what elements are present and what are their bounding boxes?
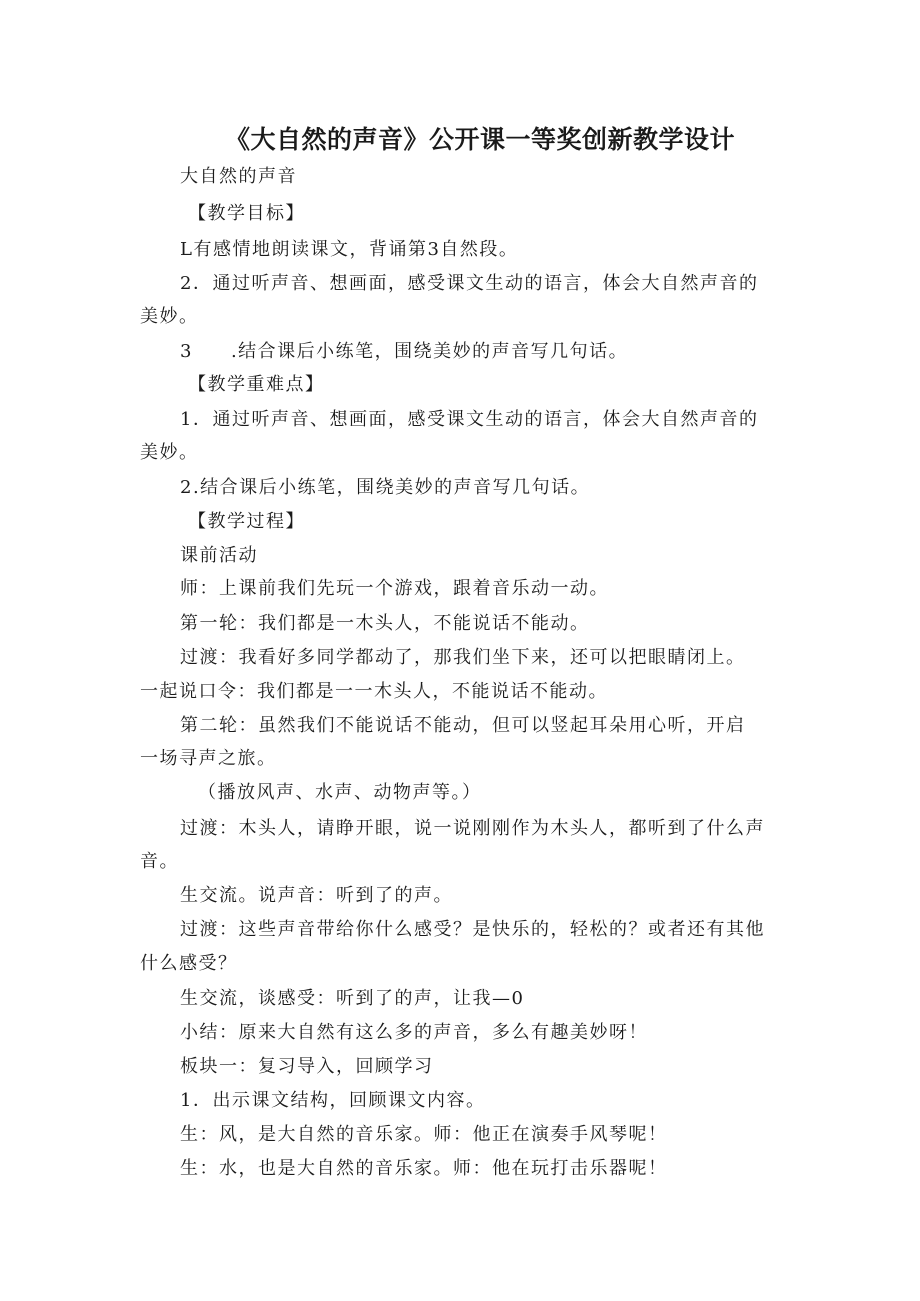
key-point-2: 2.结合课后小练笔，围绕美妙的声音写几句话。 bbox=[180, 477, 591, 498]
paragraph: 一起说口令：我们都是一一木头人，不能说话不能动。 bbox=[140, 681, 608, 702]
section-heading-goals: 【教学目标】 bbox=[188, 203, 305, 224]
paragraph: 课前活动 bbox=[180, 545, 258, 566]
paragraph: 音。 bbox=[140, 851, 179, 872]
paragraph: （播放风声、水声、动物声等。） bbox=[198, 782, 482, 803]
paragraph: 1．出示课文结构，回顾课文内容。 bbox=[180, 1090, 486, 1111]
paragraph: 第一轮：我们都是一木头人，不能说话不能动。 bbox=[180, 613, 590, 634]
subtitle: 大自然的声音 bbox=[180, 166, 297, 187]
goal-2: 2．通过听声音、想画面，感受课文生动的语言，体会大自然声音的 bbox=[180, 273, 759, 294]
paragraph: 师：上课前我们先玩一个游戏，跟着音乐动一动。 bbox=[180, 578, 609, 599]
goal-3-text: .结合课后小练笔，围绕美妙的声音写几句话。 bbox=[230, 341, 629, 362]
goal-3 bbox=[180, 340, 830, 364]
paragraph: 生交流，谈感受：听到了的声，让我—0 bbox=[180, 988, 525, 1009]
goal-3-number: 3 bbox=[180, 341, 193, 362]
goal-1: L有感情地朗读课文，背诵第3自然段。 bbox=[180, 239, 519, 260]
paragraph: 生：水，也是大自然的音乐家。师：他在玩打击乐器呢！ bbox=[180, 1158, 668, 1179]
paragraph: 过渡：我看好多同学都动了，那我们坐下来，还可以把眼睛闭上。 bbox=[180, 647, 746, 668]
paragraph: 小结：原来大自然有这么多的声音，多么有趣美妙呀！ bbox=[180, 1022, 648, 1043]
paragraph: 生：风，是大自然的音乐家。师：他正在演奏手风琴呢！ bbox=[180, 1124, 668, 1145]
paragraph: 过渡：这些声音带给你什么感受？是快乐的，轻松的？或者还有其他 bbox=[180, 919, 765, 940]
paragraph: 生交流。说声音：听到了的声。 bbox=[180, 885, 453, 906]
section-heading-process: 【教学过程】 bbox=[188, 511, 305, 532]
paragraph: 一场寻声之旅。 bbox=[140, 748, 277, 769]
key-point-1-continued: 美妙。 bbox=[140, 442, 199, 463]
goal-2-continued: 美妙。 bbox=[140, 306, 199, 327]
paragraph: 什么感受？ bbox=[140, 953, 238, 974]
section-heading-key-points: 【教学重难点】 bbox=[188, 374, 325, 395]
paragraph: 第二轮：虽然我们不能说话不能动，但可以竖起耳朵用心听，开启 bbox=[180, 715, 746, 736]
key-point-1: 1．通过听声音、想画面，感受课文生动的语言，体会大自然声音的 bbox=[180, 409, 759, 430]
paragraph: 板块一：复习导入，回顾学习 bbox=[180, 1056, 434, 1077]
document-title: 《大自然的声音》公开课一等奖创新教学设计 bbox=[224, 125, 735, 154]
paragraph: 过渡：木头人，请睁开眼，说一说刚刚作为木头人，都听到了什么声 bbox=[180, 818, 765, 839]
